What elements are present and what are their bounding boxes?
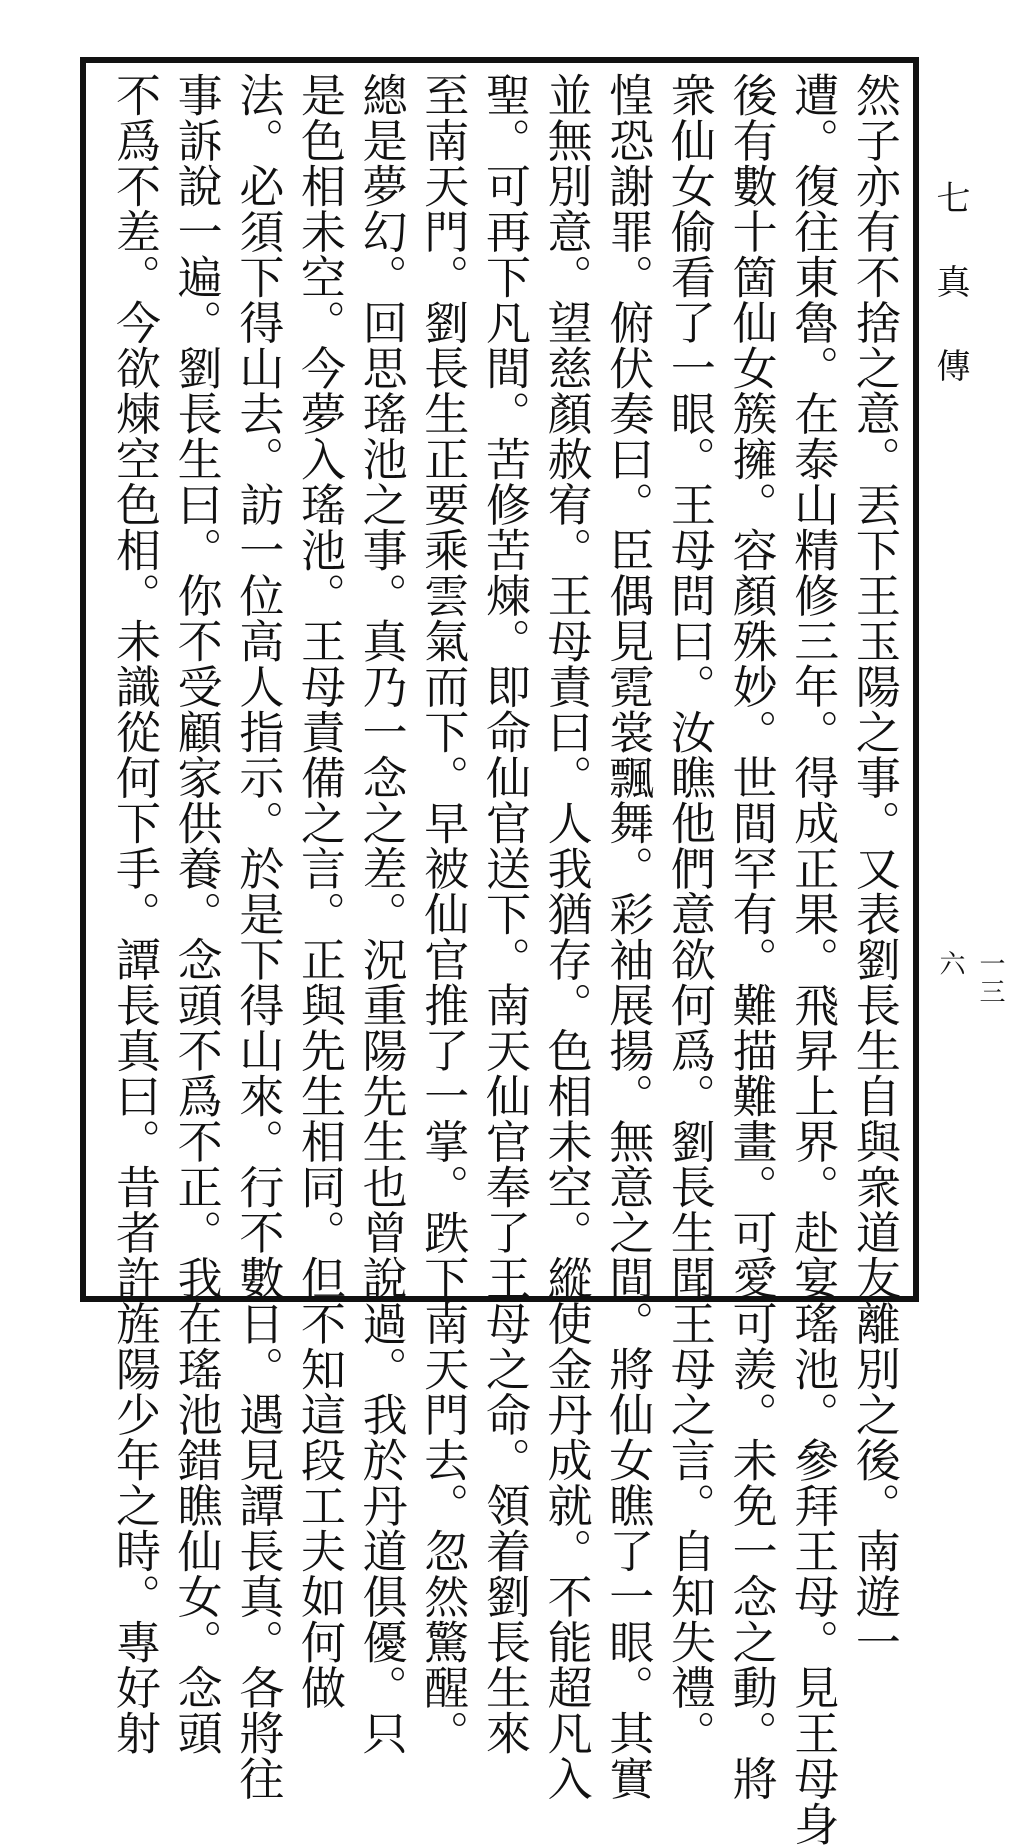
text-column-11: 法。必須下得山去。訪一位高人指示。於是下得山來。行不數日。遇見譚長真。各將往 (231, 72, 285, 1801)
text-column-7: 聖。可再下凡間。苦修苦煉。即命仙官送下。南天仙官奉了王母之命。領着劉長生來 (477, 72, 531, 1756)
text-column-10: 是色相未空。今夢入瑤池。王母責備之言。正與先生相同。但不知這段工夫如何做 (292, 72, 346, 1710)
text-column-4: 衆仙女偷看了一眼。王母問曰。汝瞧他們意欲何爲。劉長生聞王母之言。自知失禮。 (662, 72, 716, 1756)
text-column-12: 事訴說一遍。劉長生曰。你不受顧家供養。念頭不爲不正。我在瑤池錯瞧仙女。念頭 (169, 72, 223, 1756)
text-column-13: 不爲不差。今欲煉空色相。未識從何下手。譚長真曰。昔者許旌陽少年之時。專好射 (108, 72, 161, 1756)
text-column-6: 並無別意。望慈顏赦宥。王母責曰。人我猶存。色相未空。縱使金丹成就。不能超凡入 (539, 72, 593, 1801)
text-column-1: 然子亦有不捨之意。丟下王玉陽之事。又表劉長生自與衆道友離別之後。南遊一 (847, 72, 901, 1665)
text-column-8: 至南天門。劉長生正要乘雲氣而下。早被仙官推了一掌。跌下南天門去。忽然驚醒。 (416, 72, 470, 1756)
text-column-9: 總是夢幻。回思瑤池之事。真乃一念之差。況重陽先生也曾說過。我於丹道俱優。只 (354, 72, 408, 1756)
page-number: 一三六 (935, 950, 1005, 1006)
vertical-text-body (104, 72, 904, 1847)
text-column-3: 後有數十箇仙女簇擁。容顏殊妙。世間罕有。難描難畫。可愛可羨。未免一念之動。將 (724, 72, 778, 1801)
book-title: 七真傳 (930, 180, 970, 432)
text-column-2: 遭。復往東魯。在泰山精修三年。得成正果。飛昇上界。赴宴瑤池。參拜王母。見王母身 (786, 72, 840, 1847)
text-column-5: 惶恐謝罪。俯伏奏曰。臣偶見霓裳飄舞。彩袖展揚。無意之間。將仙女瞧了一眼。其實 (601, 72, 655, 1801)
side-margin (930, 160, 1005, 1020)
